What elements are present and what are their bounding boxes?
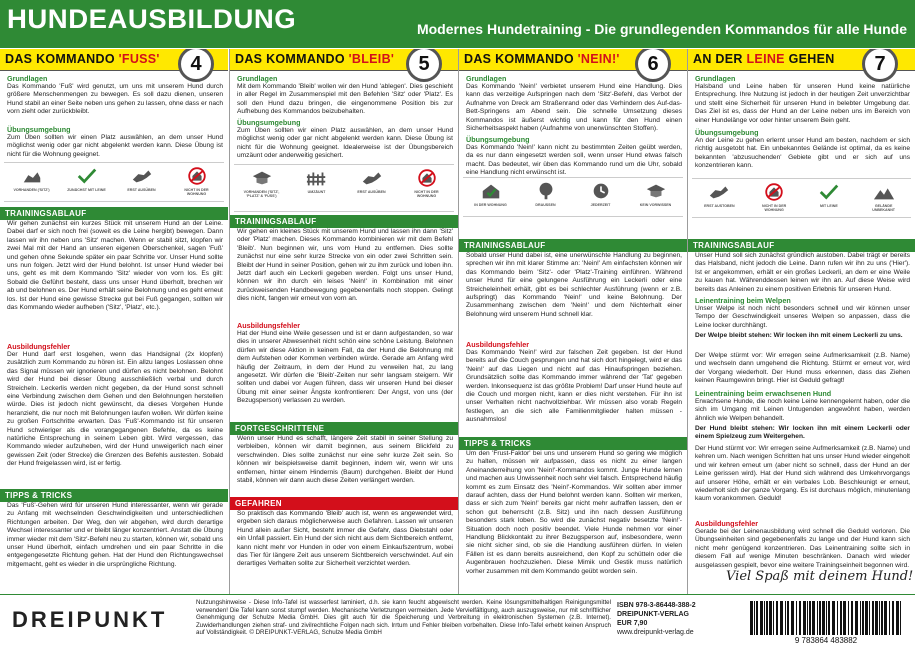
column-bleib bbox=[229, 49, 458, 594]
barcode-bar bbox=[750, 601, 753, 635]
barcode-bar bbox=[851, 601, 853, 635]
barcode-bar bbox=[791, 601, 794, 635]
icon-row bbox=[463, 177, 683, 217]
publisher-name: DREIPUNKT-VERLAG bbox=[617, 611, 689, 618]
graduation-cap-icon bbox=[251, 168, 273, 188]
section-bar: TIPPS & TRICKS bbox=[0, 489, 228, 502]
icon-row bbox=[4, 162, 224, 202]
section-heading: Grundlagen bbox=[695, 74, 736, 83]
training-icon: IN DER WOHNUNG bbox=[471, 181, 511, 207]
section-bar: GEFAHREN bbox=[230, 497, 458, 510]
barcode-bar bbox=[862, 601, 864, 635]
terrain-icon bbox=[873, 182, 895, 202]
no-graduation-cap-icon bbox=[645, 181, 667, 201]
training-icon: JEDERZEIT bbox=[581, 181, 621, 207]
section-heading: Leinentraining beim erwachsenen Hund bbox=[695, 389, 832, 398]
barcode-bar bbox=[881, 601, 883, 635]
step-number-badge: 5 bbox=[406, 49, 442, 82]
barcode-bar bbox=[884, 601, 887, 635]
section-heading: Übungsumgebung bbox=[695, 128, 759, 137]
barcode-bar bbox=[809, 601, 811, 635]
barcode-bar bbox=[754, 601, 755, 635]
header-bar bbox=[0, 0, 915, 48]
section-bar: TRAININGSABLAUF bbox=[230, 215, 458, 228]
isbn-block bbox=[617, 601, 696, 637]
section-text: Sobald unser Hund dabei ist, eine unerwünschte Handlung zu beginnen, sprechen wir ihn mit klarer Stimme an: 'Nein!' Am einfachsten können wir das Kommando beim 'Sitz'- oder 'Platz'-Training einführen. Während unser Hund für eine gelungene Ausführung ein Leckerli oder eine Streicheleinheit erhält, gibt es bei schlechter Ausführung (wenn er z.B. aufspringt) das Kommando 'Nein!' und keine Belohnung. Der Zusammenhang zwischen dem 'Nein!' und dem Nichterhalt einer Belohnung wird unserem Hund schnell klar. bbox=[466, 252, 682, 318]
barcode-bar bbox=[843, 601, 846, 635]
barcode-bar bbox=[766, 601, 768, 635]
barcode-bar bbox=[803, 601, 806, 635]
section-text: Der Welpe bleibt stehen: Wir locken ihn mit einem Leckerli zu uns. bbox=[695, 332, 903, 339]
barcode-bar bbox=[756, 601, 758, 635]
barcode-bar bbox=[780, 601, 783, 635]
barcode-bar bbox=[837, 601, 838, 635]
section-text: Zum Üben sollten wir einen Platz auswählen, an dem unser Hund möglichst wenig oder gar nicht abgelenkt werden kann. Diese Übung ist nicht für die Wohnung geeignet. bbox=[7, 134, 223, 158]
training-icon: NICHT IN DER WOHNUNG bbox=[407, 168, 447, 199]
price: EUR 7,90 bbox=[617, 620, 648, 627]
barcode-bar bbox=[889, 601, 890, 635]
section-heading: Grundlagen bbox=[7, 74, 48, 83]
section-text: Halsband und Leine haben für unseren Hund keine natürliche Entsprechung. Ihre Nutzung ist jedoch in der heutigen Zeit unverzichtbar und stellt eine Sicherheit für unseren Hund in belebter Umgebung dar. Das Ziel ist es, dass der Hund an der Leine neben uns im Bereich von einer Hundelänge vor oder hinter unserem Bein geht. bbox=[695, 83, 910, 124]
section-text: Das Kommando 'Nein!' kann nicht zu bestimmten Zeiten geübt werden, da es nur dann eingesetzt werden soll, wenn unser Hund etwas falsch macht. Das bedeutet, wir üben das Kommando rund um die Uhr, sobald eine Handlung nicht erwünscht ist. bbox=[466, 144, 682, 177]
barcode-bar bbox=[785, 601, 786, 635]
training-icon: VORHANDEN ('SITZ', 'PLATZ' & 'FUSS') bbox=[242, 168, 282, 199]
section-text: Hat der Hund eine Weile gesessen und ist er dann aufgestanden, so war dies in unserer Abwesenheit nicht schön eine schöne Leistung. Belohnen dürfen wir diese Aktion in keinem Fall, da der Hund die Belohnung mit dem Aufstehen oder Kommen verbinden würde. Gerade am Anfang wird häufig der Zeitraum, in dem der Hund zu verweilen hat, zu lang angesetzt. Wir dürfen die 'Bleib'-Zeiten nur sehr langsam steigern. Wir sollten und dabei vor Augen führen, dass wir unseren Hund bei dieser Übung mit einer seiner Ängste konfrontieren: Der Angst, von uns (der Bezugsperson) verlassen zu werden. bbox=[237, 330, 453, 405]
training-icon: VORHANDEN ('SITZ') bbox=[12, 166, 52, 192]
training-icon: DRAUSSEN bbox=[526, 181, 566, 207]
barcode-graphic bbox=[742, 599, 910, 645]
legal-notice: Nutzungshinweise - Diese Info-Tafel ist wasserfest laminiert, d.h. sie kann feucht abgewischt werden. Keine lösungsmittelhaltigen Reinigungsmittel verwenden! Die Tafel kann sonst stumpf werden. Mechanische Verletzungen vermeiden. Jede Vervielfältigung, auch auszugsweise, nur mit schriftlicher Genehmigung der Schulze Media GmbH. Dies gilt auch für die Speicherung und Verbreitung in elektronischen Systemen (z.B. Internet). Zuwiderhandlungen ziehen straf- und zivilrechtliche Folgen nach sich. Irrtum und Fehler bleiben vorbehalten. Diese Info-Tafel erhebt keinen Anspruch auf Vollständigkeit. © DREIPUNKT-VERLAG, Schulze Media GmbH bbox=[196, 599, 611, 637]
training-icon: ERST AUSÜBEN bbox=[352, 168, 392, 194]
barcode-bar bbox=[865, 601, 868, 635]
running-dog-icon bbox=[708, 182, 730, 202]
section-heading: Ausbildungsfehler bbox=[695, 519, 759, 528]
barcode-bar bbox=[776, 601, 778, 635]
step-number-badge: 7 bbox=[862, 49, 898, 82]
barcode-bar bbox=[769, 601, 772, 635]
section-text: Der Hund stürmt vor: Wir erregen seine Aufmerksamkeit (z.B. Name) und kehren um. Nach wenigen Schritten hat uns unser Hund wieder eingeholt und wir kehren erneut um (aber nicht so schnell, dass der Hund an der Leine gerissen wird). Hat der Hund sich während des Umkehrvorgangs auf unserer Höhe, erhält er ein verbales Lob. Beschleunigt er erneut, wiederholt sich der ganze Vorgang. Es ist durchaus möglich, minutenlang kaum vorankommen. Geduld! bbox=[695, 445, 910, 503]
page-title: HUNDEAUSBILDUNG bbox=[7, 4, 297, 34]
barcode-bar bbox=[855, 601, 858, 635]
barcode-bar bbox=[872, 601, 874, 635]
barcode-bar bbox=[860, 601, 861, 635]
section-bar: FORTGESCHRITTENE bbox=[230, 422, 458, 435]
barcode-bar bbox=[828, 601, 830, 635]
section-heading: Übungsumgebung bbox=[466, 135, 530, 144]
barcode bbox=[742, 599, 910, 645]
column-title: AN DER LEINE GEHEN bbox=[693, 52, 835, 66]
icon-row bbox=[692, 178, 911, 218]
barcode-bar bbox=[896, 601, 899, 635]
column-fuss bbox=[0, 49, 229, 594]
barcode-bar bbox=[840, 601, 842, 635]
no-home-icon bbox=[416, 168, 438, 188]
training-icon: NICHT IN DER WOHNUNG bbox=[177, 166, 217, 197]
section-text: Das Kommando 'Fuß' wird genutzt, um uns mit unserem Hund durch größere Menschenmengen zu bewegen. Es soll dazu dienen, unseren Hund stabil an einer Seite neben uns gehen zu lassen, ohne dass er nach vorn zieht oder zurückbleibt. bbox=[7, 83, 223, 116]
barcode-bar bbox=[848, 601, 849, 635]
section-bar: TRAININGSABLAUF bbox=[459, 239, 687, 252]
training-icon: GELÄNDE UNBEKANNT bbox=[864, 182, 904, 213]
section-heading: Übungsumgebung bbox=[237, 118, 301, 127]
no-home-icon bbox=[186, 166, 208, 186]
running-dog-icon bbox=[361, 168, 383, 188]
training-icon: ERST AUSÜBEN bbox=[122, 166, 162, 192]
section-text: Erwachsene Hunde, die noch keine Leine kennengelernt haben, oder die sich im Umgang mit Leinen Untugenden angewöhnt haben, werden ähnlich wie Welpen behandelt. bbox=[695, 398, 910, 422]
step-number-badge: 6 bbox=[635, 49, 671, 82]
step-number-badge: 4 bbox=[178, 49, 214, 82]
section-heading: Grundlagen bbox=[237, 74, 278, 83]
barcode-bar bbox=[764, 601, 765, 635]
section-bar: TRAININGSABLAUF bbox=[0, 207, 228, 220]
section-text: Das 'Fuß'-Gehen wird für unseren Hund interessanter, wenn wir gerade zu Anfang mit wechselnden Geschwindigkeiten und unterschiedlichen Richtungen arbeiten. Der Weg, den wir abgehen, wird durch derartige Wechsel interessanter und er bleibt länger konzentriert. Anstatt die Übung immer wieder mit dem 'Sitz'-Befehl neu zu starten, können wir, sobald uns unser Hund überholt, einfach umdrehen und ein paar Schritte in die entgegengesetzte Richtung gehen. Hat der Hund den Richtungswechsel mitgemacht, geht es wieder in die ursprüngliche Richtung. bbox=[7, 502, 223, 568]
section-text: Unser Hund soll sich zunächst gründlich austoben. Dabei trägt er bereits das Halsband, nicht jedoch die Leine. Dann rufen wir ihn zu uns ('Hier'). Ist er angekommen, erhält er ein großes Leckerli, an dem er eine Weile zu kauen hat. Währenddessen leinen wir ihn an. Auf diese Weise wird bereits das Anleinen zu einem positiven Erlebnis für unseren Hund. bbox=[695, 252, 910, 293]
column-leine bbox=[687, 49, 915, 594]
section-text: So praktisch das Kommando 'Bleib' auch ist, wenn es angewendet wird, ergeben sich daraus möglicherweise auch Gefahren. Lassen wir unseren Hund allein außer Sicht, besteht immer die Gefahr, dass Diebstahl oder ein Unfall passiert. Ein Hund der sich nicht aus dem Sichtbereich entfernt, kann nicht mehr vor Hunden in oder von einem Einkaufszentrum, wobei das Tier für längere Zeit aus unserem Sichtbereich verschwindet. Auf ein derartiges Verhalten sollte zur Sicherheit verzichtet werden. bbox=[237, 510, 453, 568]
icon-row bbox=[234, 164, 454, 212]
section-heading: Ausbildungsfehler bbox=[237, 321, 301, 330]
sit-dog-icon bbox=[21, 166, 43, 186]
column-nein bbox=[458, 49, 687, 594]
column-title: DAS KOMMANDO 'NEIN!' bbox=[464, 52, 620, 66]
section-text: Um den 'Frust-Faktor' bei uns und unserem Hund so gering wie möglich zu halten, müssen wir aufpassen, dass es nicht zu einer langen Aneinanderreihung von 'Nein!'-Kommandos kommt. Junge Hunde lernen und machen aus Unwissenheit noch sehr viel falsch. Entsprechend häufig kommt es zum Einsatz des 'Nein!'-Kommandos. Wir sollten aber immer darauf achten, dass der Hund belohnt werden kann. Sollten wir merken, dass er sich zum 'Nein!' bereits gar nicht mehr aufraffen lassen, den er schon gut beherrscht (z.B. Sitz) und ihn nach dessen Ausführung besonders stark loben. So wird die zunächst negativ besetzte 'Nein!'-Situation doch noch positiv beendet. Viele Hunde nehmen vor einer Handlung Blickkontakt zu ihrer Bezugsperson auf, insbesondere, wenn sie nicht sicher sind, ob sie die Handlung ausführen dürfen. In vielen Fällen ist es dann bereits ausreichend, den Kopf zu schütteln oder die Augenbrauen hochzuziehen. Diese Mimik und Gestik muss natürlich vorher zusammen mit dem Kommando geübt worden sein. bbox=[466, 450, 682, 575]
section-heading: Grundlagen bbox=[466, 74, 507, 83]
section-bar: TRAININGSABLAUF bbox=[688, 239, 915, 252]
barcode-bar bbox=[812, 601, 815, 635]
running-dog-icon bbox=[131, 166, 153, 186]
section-text: Mit dem Kommando 'Bleib' wollen wir den Hund 'ablegen'. Dies geschieht in aller Regel im Zusammenspiel mit den Befehlen 'Sitz' oder 'Platz'. Es soll den Hund dazu bringen, die eingenommene Position bis zur Aufhebung des Kommandos beizubehalten. bbox=[237, 83, 453, 116]
barcode-bar bbox=[900, 601, 901, 635]
section-text: Der Welpe stürmt vor: Wir erregen seine Aufmerksamkeit (z.B. Name) und wechseln dann umgehend die Richtung. Stürmt er erneut vor, wird der Vorgang wiederholt. Der Hund muss erkennen, dass das Ziehen keinen Raumgewinn bringt. Hier ist Geduld gefragt! bbox=[695, 352, 910, 385]
footer bbox=[0, 594, 915, 648]
publisher-logo: DREIPUNKT bbox=[12, 607, 168, 632]
home-icon bbox=[480, 181, 502, 201]
section-heading: Ausbildungsfehler bbox=[466, 340, 530, 349]
barcode-bar bbox=[817, 601, 818, 635]
section-text: Wenn unser Hund es schafft, längere Zeit stabil in seiner Stellung zu verbleiben, können wir damit beginnen, aus seinem Blickfeld zu verschwinden. Dies sollte zunächst nur eine sehr kurze Zeit sein. So können wir beispielsweise damit beginnen, indem wir, wenn wir uns entfernen, hinter einem Hindernis (Baum) durchgehen. Bleibt der Hund stabil, können wir dann auch diese Zeiten verlängert werden. bbox=[237, 435, 453, 485]
barcode-bar bbox=[773, 601, 774, 635]
training-icon: NICHT IN DER WOHNUNG bbox=[754, 182, 794, 213]
section-text: Das Kommando 'Nein!' wird zur falschen Zeit gegeben. Ist der Hund bereits auf die Couch gesprungen und hat sich dort hingelegt, wird er das 'Nein!' auf das Liegen und nicht auf das Hinaufspringen beziehen. Grundsätzlich sollte das Kommando immer während der 'Tat' gegeben werden. Inkonsequenz ist das größte Problem! Darf unser Hund heute auf die Couch und morgen nicht, kann er dies nicht verstehen. Für ihn ist unser Verhalten nicht nachvollziehbar. Wir müssen also vorab Regeln festlegen, an die sich alle Familienmitglieder halten müssen - ausnahmslos! bbox=[466, 349, 682, 424]
training-icon: ERST AUSTOBEN bbox=[699, 182, 739, 208]
barcode-bar bbox=[875, 601, 878, 635]
check-icon bbox=[76, 166, 98, 186]
barcode-bar bbox=[819, 601, 821, 635]
column-title: DAS KOMMANDO 'FUSS' bbox=[5, 52, 160, 66]
section-text: Der Hund darf erst losgehen, wenn das Handsignal (2x klopfen) zusätzlich zum Kommando zu hören ist. Ein allzu langes Loslassen ohne das Signal müssen wir ignorieren und dürfen es nicht belohnen. Belohnt wird der Hund bei dieser Übung ausschließlich verbal und durch Streicheln. Leckerlis werden nicht gegeben, da der Hund sonst schnell eine Verbindung zwischen dem Gehen und den Belohnungen herstellen würde. Dies ist jedoch nicht gewünscht, da dieses Vorgehen Hunde heranzieht, die nur noch mit Belohnungen laufen wollen. Wir dürfen keine zu großen Fortschritte erwarten. Das 'Fuß'-Kommando ist für unseren Hund schwieriger als die vorangegangenen Befehle, da es keine natürliche Entsprechung in seinem Leben gibt. Wird vergessen, das Kommando wieder aufzuheben, wird der Hund unweigerlich nach einer gewissen Zeit (oder Strecke) die Grenzen des Befehls austesten. Sobald der Hund freigelassen wird, ist er fertig. bbox=[7, 351, 223, 468]
section-text: Wir gehen zunächst ein kurzes Stück mit unserem Hund an der Leine. Dabei darf er sich noch frei (soweit es die Leine hergibt) bewegen. Dann lassen wir ihn neben uns 'Sitz' machen. Wenn er stabil sitzt, klopfen wir zwei Mal mit der Hand an unseren eigenen Oberschenkel, sagen 'Fuß' und gehen ohne Sekunde später ein paar Schritte vor. Unser Hund sollte uns nun folgen. Jetzt wird der Hund belohnt. Ist unser Hund wieder bei uns, geht es mit dem Kommando 'Sitz' wieder von vorn los. Es gilt: Sobald die Geführt besteht, dass uns unser Hund überholt, brechen wir ab und belohnen es. Der Hund erhält seine Belohnung und es geht erneut los. Ist der Hund eine gewisse Strecke gut bei Fuß gegangen, sollten wir das Kommando wieder aufheben ('Sitz', 'Platz', etc.). bbox=[7, 220, 223, 312]
page-subtitle: Modernes Hundetraining - Die grundlegenden Kommandos für alle Hunde bbox=[416, 21, 907, 37]
barcode-bar bbox=[832, 601, 835, 635]
check-icon bbox=[818, 182, 840, 202]
training-icon: ZUNÄCHST MIT LEINE bbox=[67, 166, 107, 192]
barcode-bar bbox=[822, 601, 825, 635]
svg-text:9 783864 483882: 9 783864 483882 bbox=[794, 636, 858, 645]
barcode-bar bbox=[787, 601, 789, 635]
no-home-icon bbox=[763, 182, 785, 202]
section-heading: Ausbildungsfehler bbox=[7, 342, 71, 351]
section-heading: Übungsumgebung bbox=[7, 125, 71, 134]
section-heading: Leinentraining beim Welpen bbox=[695, 296, 791, 305]
fence-icon bbox=[306, 168, 328, 188]
website-url: www.dreipunkt-verlag.de bbox=[617, 629, 694, 636]
section-text: An der Leine zu gehen erlernt unser Hund am besten, nachdem er sich richtig ausgetobt hat. Ein unbekanntes Gelände ist optimal, da es keine bekannten 'abzusuchenden' Gebiete gibt und er sich auf uns konzentrieren kann. bbox=[695, 137, 910, 170]
section-text: Zum Üben sollten wir einen Platz auswählen, an dem unser Hund möglichst wenig oder gar nicht abgelenkt werden kann. Diese Übung ist nicht für die Wohnung geeignet. Idealerweise ist der Übungsbereich umzäunt oder anderweitig gesichert. bbox=[237, 127, 453, 160]
section-text: Das Kommando 'Nein!' verbietet unserem Hund eine Handlung. Dies kann das verzeitige Aufspringen nach dem 'Sitz'-Befehl, das Verbot der Aufnahme von Dreck am Straßenrand oder das Verhindern des Auf-das-Bett-Springens am Abend sein. Die schnelle Umsetzung dieses Kommandos ist äußerst wichtig und kann für den Hund einen Sicherheitsaspekt haben (Aufnahme von unerwünschten Stoffen). bbox=[466, 83, 682, 133]
section-text: Gerade bei der Leinenausbildung wird schnell die Geduld verloren. Die Übungseinheiten sind gegebenenfalls zu lange und der Hund kann sich nicht mehr genügend konzentrieren. Das Leinentraining sollte sich in diesem Fall auf wenige Minuten beschränken. Danach wird wieder ausgelassen gespielt, bevor eine weitere Trainingseinheit begonnen wird. bbox=[695, 528, 910, 569]
section-text: Der Hund bleibt stehen: Wir locken ihn mit einem Leckerli oder einem Spielzeug zum Weitergehen. bbox=[695, 425, 910, 441]
section-bar: TIPPS & TRICKS bbox=[459, 437, 687, 450]
barcode-bar bbox=[879, 601, 880, 635]
section-text: Wir gehen ein kleines Stück mit unserem Hund und lassen ihn dann 'Sitz' oder 'Platz' machen. Dieses Kommando kombinieren wir mit dem Befehl 'Bleib'. Nun beginnen wir, uns vom Hund zu entfernen. Dies sollte zunächst nur eine sehr kurze Strecke von ein oder zwei Schritten sein. Bleibt der Hund in seiner Position, gehen wir zu ihm zurück und loben ihn. Jetzt darf auch ein Leckerli gegeben werden. Folgt uns unser Hund, können wir ihn durch ein leises 'Nein!' in Kombination mit einer zurückweisenden Handbewegung gegebenenfalls noch stoppen. Gelingt dies nicht, fangen wir erneut von vorn an. bbox=[237, 228, 453, 303]
barcode-bar bbox=[807, 601, 808, 635]
training-icon: MIT LEINE bbox=[809, 182, 849, 208]
section-text: Unser Welpe ist noch nicht besonders schnell und wir können unser Tempo der Geschwindigkeit unseres Welpen so anpassen, dass die Leine locker durchhängt. bbox=[695, 305, 910, 329]
barcode-bar bbox=[826, 601, 827, 635]
training-icon: UMZÄUNT bbox=[297, 168, 337, 194]
clock-icon bbox=[590, 181, 612, 201]
barcode-bar bbox=[869, 601, 870, 635]
barcode-bar bbox=[799, 601, 801, 635]
signature-text: Viel Spaß mit deinem Hund! bbox=[726, 569, 914, 584]
isbn-number: ISBN 978-3-86448-388-2 bbox=[617, 602, 696, 609]
barcode-bar bbox=[760, 601, 763, 635]
barcode-bar bbox=[796, 601, 797, 635]
training-icon: KEIN VORWISSEN bbox=[636, 181, 676, 207]
tree-icon bbox=[535, 181, 557, 201]
column-title: DAS KOMMANDO 'BLEIB' bbox=[235, 52, 395, 66]
barcode-bar bbox=[892, 601, 894, 635]
